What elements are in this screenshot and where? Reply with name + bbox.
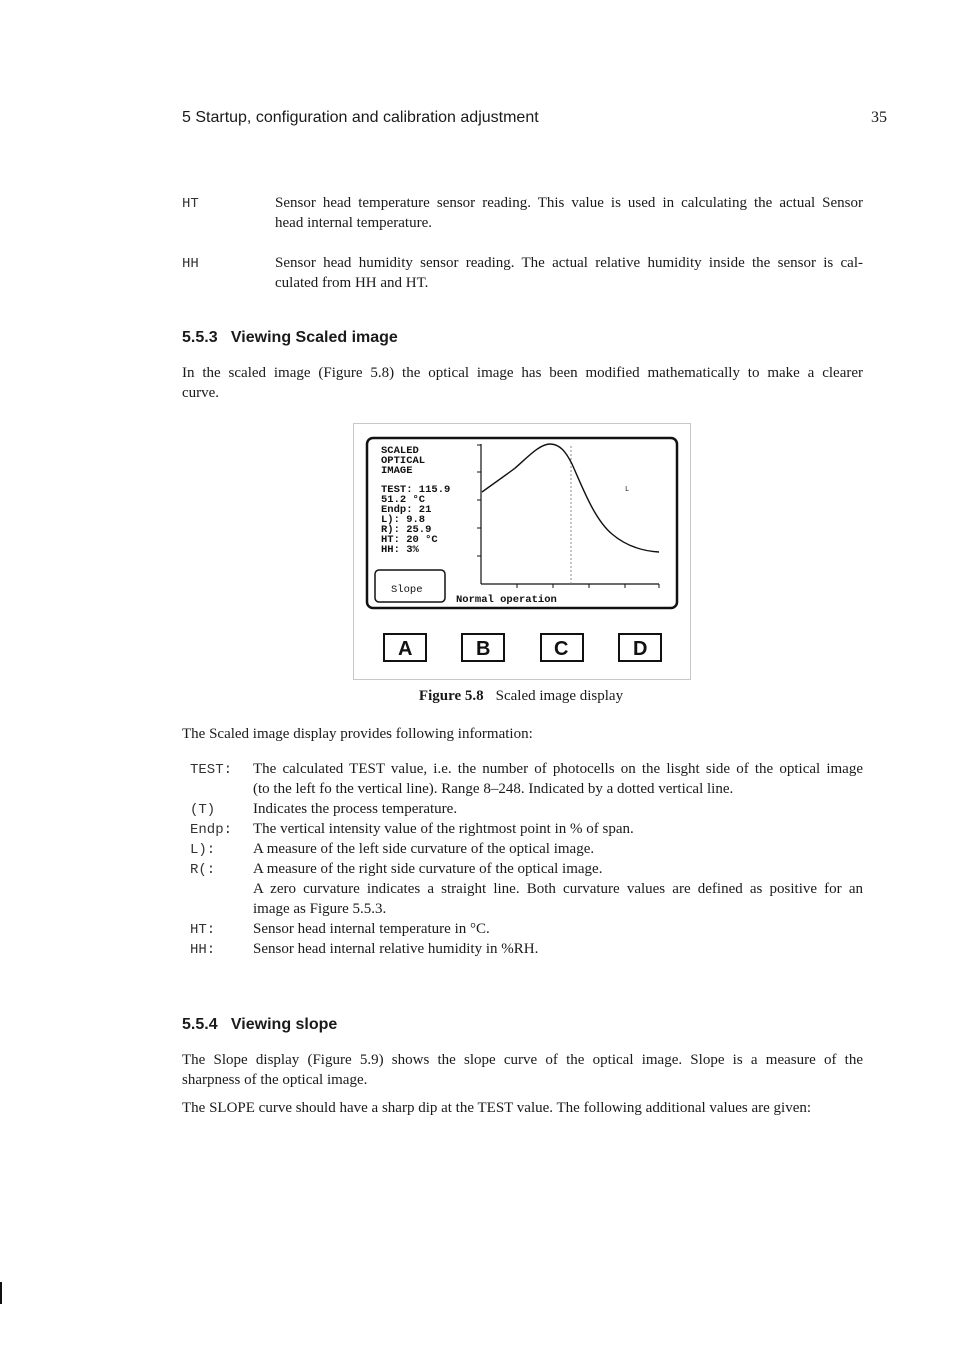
definition-term: HH [182,256,199,272]
paragraph-line: curve. [182,385,220,401]
key-b-label: B [476,638,491,660]
definition-term: HT [182,196,199,212]
lcd-value-left-curvature: L): 9.8 [381,514,426,526]
info-term: TEST: [190,762,233,778]
lcd-value-right-curvature: R): 25.9 [381,524,432,536]
device-display-illustration [354,424,690,679]
paragraph-line: In the scaled image (Figure 5.8) the optical image has been modified mathematically to make a clearer [182,365,863,381]
definition-text-line: Sensor head humidity sensor reading. The actual relative humidity inside the sensor is cal- [275,255,863,271]
info-text-line: image as Figure 5.5.3. [253,901,387,917]
info-term: R(: [190,862,216,878]
info-text-line: A measure of the right side curvature of the optical image. [253,861,603,877]
info-text-line: The calculated TEST value, i.e. the number of photocells on the lisght side of the optical image [253,761,863,777]
status-text: Normal operation [456,594,557,606]
section-heading-5-5-4: 5.5.4 Viewing slope [182,1016,338,1033]
info-term: (T) [190,802,216,818]
definition-text-line: head internal temperature. [275,215,433,231]
info-text-line: The vertical intensity value of the rightmost point in % of span. [253,821,634,837]
figure-caption-number: Figure 5.8 [418,688,484,704]
info-text-line: (to the left fo the vertical line). Range 8–248. Indicated by a dotted vertical line. [253,781,734,797]
info-text-line: Sensor head internal relative humidity in %RH. [253,941,539,957]
lcd-value-ht: HT: 20 °C [381,534,438,546]
info-text-line: A measure of the left side curvature of the optical image. [253,841,595,857]
key-d-label: D [633,638,648,660]
key-a-label: A [398,638,413,660]
key-c-label: C [554,638,569,660]
info-term: HT: [190,922,216,938]
lcd-title-line: IMAGE [381,465,413,477]
lcd-value-temperature: 51.2 °C [381,494,426,506]
info-term: HH: [190,942,216,958]
margin-bar [0,1282,2,1304]
info-text-line: Indicates the process temperature. [253,801,458,817]
section-heading-5-5-3: 5.5.3 Viewing Scaled image [182,329,398,346]
paragraph: The SLOPE curve should have a sharp dip at the TEST value. The following additional values are given: [182,1100,812,1116]
figure-caption [353,688,689,705]
plot-corner-mark: L [625,486,630,494]
running-header-title: 5 Startup, configuration and calibration adjustment [182,109,539,126]
definition-text-line: culated from HH and HT. [275,275,429,291]
softkey-slope-label: Slope [391,584,423,596]
info-term: Endp: [190,822,233,838]
figure-caption-text: Scaled image display [495,688,624,704]
page-number: 35 [871,109,887,126]
lcd-title-line: OPTICAL [381,455,426,467]
paragraph-line: sharpness of the optical image. [182,1072,368,1088]
info-intro: The Scaled image display provides following information: [182,726,533,742]
info-text-line: Sensor head internal temperature in °C. [253,921,490,937]
definition-text-line: Sensor head temperature sensor reading. This value is used in calculating the actual Sensor [275,195,863,211]
lcd-title-line: SCALED [381,445,419,457]
figure-scaled-image-display [353,423,691,680]
info-text-line: A zero curvature indicates a straight line. Both curvature values are defined as positive for an [253,881,863,897]
lcd-value-test: TEST: 115.9 [381,484,451,496]
lcd-value-hh: HH: 3% [381,544,419,556]
lcd-value-endp: Endp: 21 [381,504,432,516]
paragraph-line: The Slope display (Figure 5.9) shows the slope curve of the optical image. Slope is a measure of the [182,1052,863,1068]
info-term: L): [190,842,216,858]
